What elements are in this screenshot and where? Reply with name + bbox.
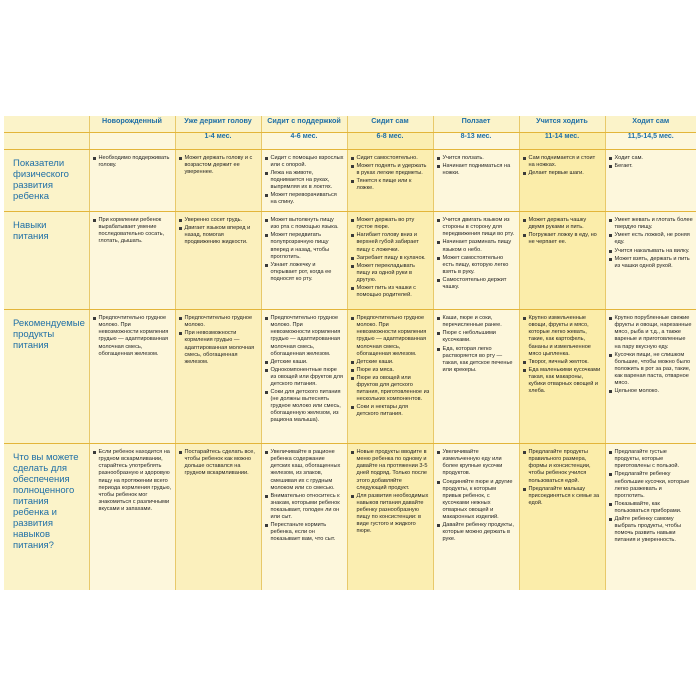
list-item: Внимательно относитесь к знакам, которыми ребенок показывает, голоден ли он или сыт. [265, 493, 344, 521]
category-row-what-you-can-do [4, 444, 696, 590]
age-row [4, 132, 696, 149]
table-cell [433, 149, 519, 212]
table-cell [261, 212, 347, 310]
bullet-list [179, 315, 258, 366]
list-item: Начинает разминать пищу языком о небо. [437, 239, 516, 253]
list-item: Каши, пюре и соки, перечисленные ранее. [437, 315, 516, 329]
table-cell [89, 310, 175, 444]
bullet-list [523, 449, 602, 507]
list-item: Предпочтительно грудное молоко. [179, 315, 258, 329]
age-walks: 11,5-14,5 мес. [605, 132, 696, 149]
list-item: Может держать голову и с возрастом держит ее увереннее. [179, 155, 258, 176]
list-item: Крупно измельченные овощи, фрукты и мясо, которые легко жевать, такие, как картофель, бананы и измельченное мясо цыпленка. [523, 315, 602, 358]
list-item: Увеличивайте измельченную еду или более крупные кусочки продуктов. [437, 449, 516, 477]
list-item: Если ребенок находится на грудном вскармливании, старайтесь употреблять разнообразную и здоровую пищу на протяжении всего периода кормления грудью, чтобы ребенок мог знакомиться с различными вкусами и запахами. [93, 449, 172, 513]
table-cell [519, 444, 605, 590]
table-cell [175, 310, 261, 444]
list-item: Увеличивайте в рационе ребенка содержание детских каш, обогащенных железом, из злаков, смешивая их с грудным молоком или со смесью. [265, 449, 344, 492]
list-item: Соки и нектары для детского питания. [351, 404, 430, 418]
table-cell [89, 149, 175, 212]
list-item: Предлагайте густые продукты, которые приготовлены с пользой. [609, 449, 694, 470]
list-item: Предлагайте продукты правильного размера, формы и консистенции, чтобы ребенок учился пользоваться едой. [523, 449, 602, 484]
list-item: Предпочтительно грудное молоко. При невозможности кормления грудью — адаптированная молочная смесь, обогащенная железом. [265, 315, 344, 358]
list-item: Показывайте, как пользоваться приборами. [609, 501, 694, 515]
category-row-recommended-foods [4, 310, 696, 444]
list-item: Может поднять и удержать в руках легкие предметы. [351, 163, 430, 177]
list-item: Предлагайте ребенку небольшие кусочки, которые легко разжевать и проглотить. [609, 471, 694, 499]
age-crawls: 8-13 мес. [433, 132, 519, 149]
bullet-list [179, 217, 258, 246]
bullet-list [179, 449, 258, 477]
list-item: Учится накалывать на вилку. [609, 248, 694, 255]
table-cell [519, 149, 605, 212]
category-row-feeding-skills [4, 212, 696, 310]
category-row-physical-development [4, 149, 696, 212]
list-item: Может самостоятельно есть пищу, которую легко взять в руку. [437, 255, 516, 276]
list-item: Пюре из овощей или фруктов для детского питания, приготовленное из нескольких компонентов. [351, 375, 430, 403]
list-item: Однокомпонентные пюре из овощей или фруктов для детского питания. [265, 367, 344, 388]
list-item: Может держать во рту густое пюре. [351, 217, 430, 231]
list-item: Пюре из мяса. [351, 367, 430, 374]
list-item: Кусочки пищи, не слишком большие, чтобы можно было положить в рот за раз, такие, как вареная паста, отварное мясо. [609, 352, 694, 387]
row-label-what-you-can-do: Что вы можете сделать для обеспечения полноценного питания ребенка и развития навыков питания? [4, 444, 89, 590]
stage-header-row [4, 116, 696, 132]
table-cell [519, 212, 605, 310]
list-item: Детские каши. [351, 359, 430, 366]
list-item: Загребает пищу в кулачок. [351, 255, 430, 262]
list-item: Учится ползать. [437, 155, 516, 162]
list-item: Творог, яичный желток. [523, 359, 602, 366]
table-cell [605, 310, 696, 444]
table-cell [89, 444, 175, 590]
list-item: Пюре с небольшими кусочками. [437, 330, 516, 344]
stage-title-learns-walk: Учится ходить [519, 116, 605, 132]
list-item: Давайте ребенку продукты, которые можно держать в руке. [437, 522, 516, 543]
list-item: Перестаньте кормить ребенка, если он показывает вам, что сыт. [265, 522, 344, 543]
list-item: Сидит с помощью взрослых или с опорой. [265, 155, 344, 169]
list-item: Лежа на животе, поднимается на руках, выпрямляя их в локтях. [265, 170, 344, 191]
age-learns-walk: 11-14 мес. [519, 132, 605, 149]
list-item: Может держать чашку двумя руками и пить. [523, 217, 602, 231]
bullet-list [93, 217, 172, 245]
table-cell [433, 212, 519, 310]
list-item: Уверенно сосет грудь. [179, 217, 258, 224]
stage-title-newborn: Новорожденный [89, 116, 175, 132]
bullet-list [523, 217, 602, 246]
age-sits-alone: 6-8 мес. [347, 132, 433, 149]
table-cell [261, 444, 347, 590]
bullet-list [437, 155, 516, 177]
list-item: Ходит сам. [609, 155, 694, 162]
bullet-list [523, 155, 602, 177]
list-item: Погружает ложку в еду, но не черпает ее. [523, 232, 602, 246]
bullet-list [437, 315, 516, 374]
list-item: Новые продукты вводите в меню ребенка по одному и давайте на протяжении 3-5 дней подряд. Только после этого добавляйте следующий продукт. [351, 449, 430, 492]
list-item: Делает первые шаги. [523, 170, 602, 177]
list-item: Для развития необходимых навыков питания давайте ребенку разнообразную пищу по консистенции: в виде густого и жидкого пюре. [351, 493, 430, 536]
bullet-list [351, 315, 430, 418]
table-cell [347, 149, 433, 212]
list-item: При невозможности кормления грудью — адаптированная молочная смесь, обогащенная железом. [179, 330, 258, 365]
age-holds-head: 1-4 мес. [175, 132, 261, 149]
bullet-list [265, 155, 344, 207]
list-item: Может перекладывать пищу из одной руки в другую. [351, 263, 430, 284]
bullet-list [265, 449, 344, 543]
bullet-list [609, 217, 694, 270]
stage-title-holds-head: Уже держит голову [175, 116, 261, 132]
table-cell [175, 212, 261, 310]
list-item: Детские каши. [265, 359, 344, 366]
bullet-list [437, 217, 516, 291]
list-item: Цельное молоко. [609, 388, 694, 395]
table-cell [605, 444, 696, 590]
list-item: Предпочтительно грудное молоко. При невозможности кормления грудью — адаптированная молочная смесь, обогащенная железом. [93, 315, 172, 358]
row-label-physical-development: Показатели физического развития ребенка [4, 149, 89, 212]
row-label-feeding-skills: Навыки питания [4, 212, 89, 310]
nutrition-development-table [4, 116, 696, 590]
list-item: Может вытолкнуть пищу изо рта с помощью языка. [265, 217, 344, 231]
table-cell [347, 212, 433, 310]
list-item: Дайте ребенку самому выбрать продукты, чтобы помочь развить навыки питания и уверенность. [609, 516, 694, 544]
list-item: Сидит самостоятельно. [351, 155, 430, 162]
list-item: Бегает. [609, 163, 694, 170]
list-item: Соединяйте пюре и другие продукты, к которым привык ребенок, с кусочками нежных отварных овощей и макаронных изделий. [437, 479, 516, 522]
row-label-recommended-foods: Рекомендуемые продукты питания [4, 310, 89, 444]
table-cell [605, 149, 696, 212]
list-item: Умеет жевать и глотать более твердую пищу. [609, 217, 694, 231]
bullet-list [609, 315, 694, 395]
age-newborn [89, 132, 175, 149]
list-item: Может пить из чашки с помощью родителей. [351, 285, 430, 299]
list-item: Умеет есть ложкой, не роняя еду. [609, 232, 694, 246]
table-cell [605, 212, 696, 310]
list-item: Еда маленькими кусочками такая, как макароны, кубики отварных овощей и хлеба. [523, 367, 602, 395]
bullet-list [265, 315, 344, 424]
header-corner [4, 116, 89, 132]
table-cell [175, 149, 261, 212]
stage-title-sits-supported: Сидит с поддержкой [261, 116, 347, 132]
list-item: Необходимо поддерживать голову. [93, 155, 172, 169]
table-cell [347, 310, 433, 444]
age-sits-supported: 4-6 мес. [261, 132, 347, 149]
table-cell [347, 444, 433, 590]
list-item: Учится двигать языком из стороны в сторону для передвижения пищи во рту. [437, 217, 516, 238]
list-item: Сам поднимается и стоит на ножках. [523, 155, 602, 169]
list-item: Предпочтительно грудное молоко. При невозможности кормления грудью — адаптированная молочная смесь, обогащенная железом. [351, 315, 430, 358]
list-item: Самостоятельно держит чашку. [437, 277, 516, 291]
table-cell [175, 444, 261, 590]
list-item: При кормлении ребенок вырабатывает умение последовательно сосать, глотать, дышать. [93, 217, 172, 245]
bullet-list [351, 449, 430, 535]
list-item: Нагибает голову вниз и верхней губой забирает пищу с ложечки. [351, 232, 430, 253]
bullet-list [609, 449, 694, 544]
list-item: Двигает языком вперед и назад, помогая продвижению жидкости. [179, 225, 258, 246]
table-cell [433, 444, 519, 590]
bullet-list [351, 217, 430, 299]
table-cell [433, 310, 519, 444]
stage-title-walks: Ходит сам [605, 116, 696, 132]
list-item: Может переворачиваться на спину. [265, 192, 344, 206]
list-item: Постарайтесь сделать все, чтобы ребенок как можно дольше оставался на грудном вскармливании. [179, 449, 258, 477]
stage-title-crawls: Ползает [433, 116, 519, 132]
list-item: Еда, которая легко растворяется во рту — такая, как детское печенье или крекеры. [437, 346, 516, 374]
list-item: Узнает ложечку и открывает рот, когда ее подносят ко рту. [265, 262, 344, 283]
bullet-list [351, 155, 430, 192]
table-cell [261, 149, 347, 212]
list-item: Может взять, держать и пить из чашки одной рукой. [609, 256, 694, 270]
bullet-list [179, 155, 258, 176]
table-cell [519, 310, 605, 444]
bullet-list [437, 449, 516, 543]
bullet-list [93, 315, 172, 358]
bullet-list [609, 155, 694, 170]
bullet-list [523, 315, 602, 395]
list-item: Тянется к пище или к ложке. [351, 178, 430, 192]
bullet-list [265, 217, 344, 283]
table-cell [261, 310, 347, 444]
list-item: Крупно порубленные свежие фрукты и овощи, нарезанные мясо, рыба и т.д., а также вареные и приготовленные на пару вкусную еду. [609, 315, 694, 350]
bullet-list [93, 155, 172, 169]
list-item: Соки для детского питания (не должны вытеснять грудное молоко или смесь, обогащенную железом, из рациона малыша). [265, 389, 344, 424]
list-item: Начинает подниматься на ножки. [437, 163, 516, 177]
table-cell [89, 212, 175, 310]
stage-title-sits-alone: Сидит сам [347, 116, 433, 132]
age-corner [4, 132, 89, 149]
list-item: Предлагайте малышу присоединяться к семье за едой. [523, 486, 602, 507]
list-item: Может передвигать полупрозрачную пищу вперед и назад, чтобы проглотить. [265, 232, 344, 260]
bullet-list [93, 449, 172, 513]
